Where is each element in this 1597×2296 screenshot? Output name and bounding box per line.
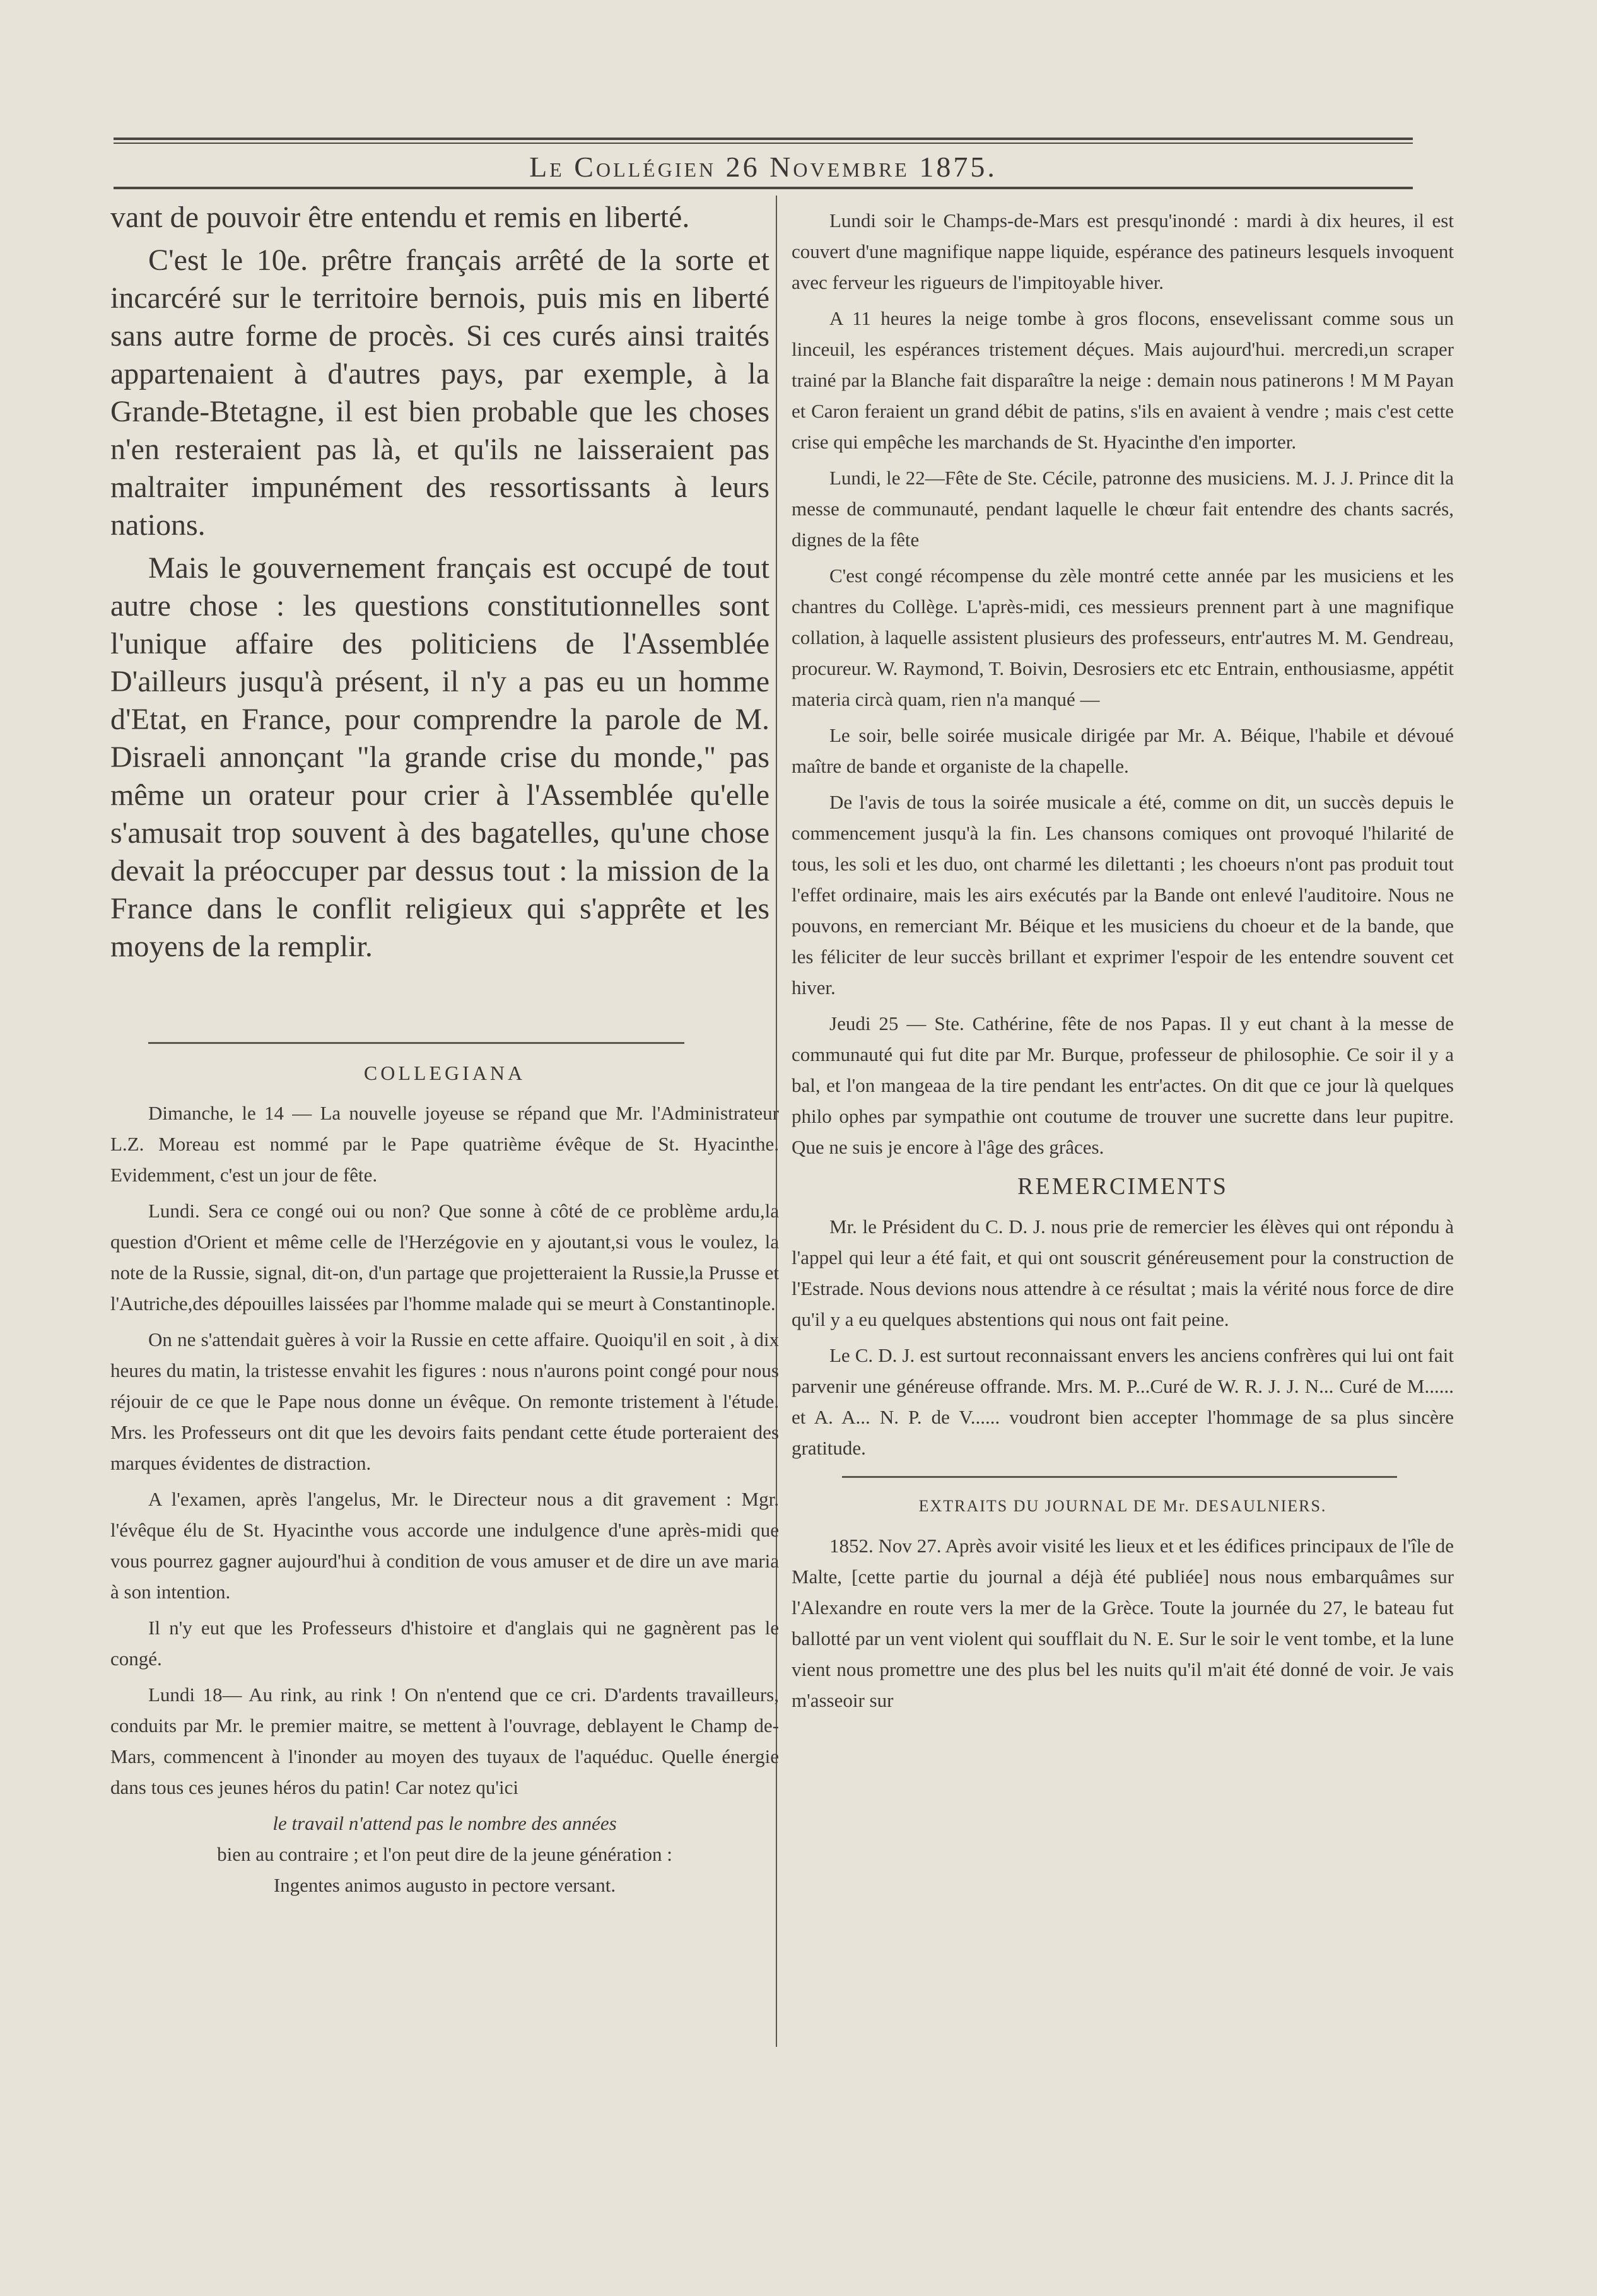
paragraph: Il n'y eut que les Professeurs d'histoire et d'anglais qui ne gagnèrent pas le congé. bbox=[110, 1617, 779, 1670]
section-heading: COLLEGIANA bbox=[363, 1062, 526, 1084]
paragraph: 1852. Nov 27. Après avoir visité les lieux et et les édifices principaux de l'île de Malte, [cette partie du journal a déjà été publiée] nous nous embarquâmes sur l'Alexandre en route vers la mer de la Grèce. Toute la journée du 27, le bateau fut ballotté par un vent violent qui soufflait du N. E. Sur le soir le vent tombe, et la lune vient nous promettre une des plus bel les nuits qu'il m'ait été donné de voir. Je vais m'asseoir sur bbox=[792, 1535, 1454, 1711]
top-rule bbox=[114, 138, 1413, 140]
column-right bbox=[792, 205, 1454, 1721]
paragraph: Jeudi 25 — Ste. Cathérine, fête de nos Papas. Il y eut chant à la messe de communauté qui fut dite par Mr. Burque, professeur de philosophie. Ce soir il y a bal, et l'on mangeaa de la tire pendant les entr'actes. On dit que ce jour là quelques philo ophes par sympathie ont coutume de trouver une sucrette dans leur pupitre. Que ne suis je encore à l'âge des grâces. bbox=[792, 1012, 1454, 1158]
column-left-top bbox=[110, 199, 769, 971]
masthead-rule bbox=[114, 187, 1413, 189]
paragraph: De l'avis de tous la soirée musicale a été, comme on dit, un succès depuis le commencement jusqu'à la fin. Les chansons comiques ont provoqué l'hilarité de tous, les soli et les duo, ont charmé les dilettanti ; les choeurs n'ont pas produit tout l'effet ordinaire, mais les airs exécutés par la Bande ont enlevé l'auditoire. Nous ne pouvons, en remerciant Mr. Béique et les musiciens du choeur et de la bande, que les féliciter de leur succès brillant et exprimer l'espoir de les entendre souvent cet hiver. bbox=[792, 791, 1454, 999]
verse-line: Ingentes animos augusto in pectore versant. bbox=[273, 1874, 616, 1896]
verse-line: bien au contraire ; et l'on peut dire de la jeune génération : bbox=[217, 1843, 672, 1865]
masthead: Le Collégien 26 Novembre 1875. bbox=[529, 151, 997, 183]
top-rule-thin bbox=[114, 143, 1413, 144]
paragraph: Lundi 18— Au rink, au rink ! On n'entend que ce cri. D'ardents travailleurs, conduits par Mr. le premier maitre, se mettent à l'ouvrage, deblayent le Champ de-Mars, commencent à l'inonder au moyen des tuyaux de l'aquéduc. Quelle énergie dans tous ces jeunes héros du patin! Car notez qu'ici bbox=[110, 1684, 779, 1798]
paragraph: Mais le gouvernement français est occupé de tout autre chose : les questions constitutionnelles sont l'unique affaire des politiciens de l'Assemblée D'ailleurs jusqu'à présent, il n'y a pas eu un homme d'Etat, en France, pour comprendre la parole de M. Disraeli annonçant "la grande crise du monde," pas même un orateur pour crier à l'Assemblée qu'elle s'amusait trop souvent à des bagatelles, qu'une chose devait la préoccuper par dessus tout : la mission de la France dans le conflit religieux qui s'apprête et les moyens de la remplir. bbox=[110, 551, 769, 963]
paragraph: Mr. le Président du C. D. J. nous prie de remercier les élèves qui ont répondu à l'appel qui leur a été fait, et qui ont souscrit généreusement pour la construction de l'Estrade. Nous devions nous attendre à ce résultat ; mais la vérité nous force de dire qu'il y a eu quelques abstentions qui nous ont fait peine. bbox=[792, 1215, 1454, 1330]
paragraph: vant de pouvoir être entendu et remis en liberté. bbox=[110, 201, 690, 234]
paragraph: Le C. D. J. est surtout reconnaissant envers les anciens confrères qui lui ont fait parvenir une généreuse offrande. Mrs. M. P...Curé de W. R. J. J. N... Curé de M...... et A. A... N. P. de V...... voudront bien accepter l'hommage de sa plus sincère gratitude. bbox=[792, 1344, 1454, 1459]
verse-line: le travail n'attend pas le nombre des années bbox=[272, 1812, 617, 1834]
paragraph: C'est le 10e. prêtre français arrêté de la sorte et incarcéré sur le territoire bernois, puis mis en liberté sans autre forme de procès. Si ces curés ainsi traités appartenaient à d'autres pays, par exemple, à la Grande-Btetagne, il est bien probable que les choses n'en resteraient pas là, et qu'ils ne laisseraient pas maltraiter impunément des ressortissants à leurs nations. bbox=[110, 243, 769, 542]
paragraph: C'est congé récompense du zèle montré cette année par les musiciens et les chantres du Collège. L'après-midi, ces messieurs prennent part à une magnifique collation, à laquelle assistent plusieurs des professeurs, entr'autres M. M. Gendreau, procureur. W. Raymond, T. Boivin, Desrosiers etc etc Entrain, enthousiasme, appétit materia circà quam, rien n'a manqué — bbox=[792, 565, 1454, 710]
paragraph: A 11 heures la neige tombe à gros flocons, ensevelissant comme sous un linceuil, les espérances tristement déçues. Mais aujourd'hui. mercredi,un scraper trainé par la Blanche fait disparaître la neige : demain nous patinerons ! M M Payan et Caron feraient un grand débit de patins, s'ils en avaient à vendre ; mais c'est cette crise qui empêche les marchands de St. Hyacinthe d'en importer. bbox=[792, 307, 1454, 453]
paragraph: Dimanche, le 14 — La nouvelle joyeuse se répand que Mr. l'Administrateur L.Z. Moreau est nommé par le Pape quatrième évêque de St. Hyacinthe. Evidemment, c'est un jour de fête. bbox=[110, 1102, 779, 1186]
paragraph: Lundi soir le Champs-de-Mars est presqu'inondé : mardi à dix heures, il est couvert d'une magnifique nappe liquide, espérance des patineurs lesquels invoquent avec ferveur les rigueurs de l'impitoyable hiver. bbox=[792, 209, 1454, 293]
paragraph: A l'examen, après l'angelus, Mr. le Directeur nous a dit gravement : Mgr. l'évêque élu de St. Hyacinthe vous accorde une indulgence d'une après-midi que vous pourrez gagner aujourd'hui à condition de vous amuser et de dire un ave maria à son intention. bbox=[110, 1488, 779, 1603]
column-left-bottom bbox=[110, 1028, 779, 1901]
paragraph: Lundi. Sera ce congé oui ou non? Que sonne à côté de ce problème ardu,la question d'Orient et même celle de l'Herzégovie en y ajoutant,si vous le voulez, la note de la Russie, signal, dit-on, d'un partage que projetteraient la Russie,la Prusse et l'Autriche,des dépouilles laissées par l'homme malade qui se meurt à Constantinople. bbox=[110, 1200, 779, 1315]
paragraph: Lundi, le 22—Fête de Ste. Cécile, patronne des musiciens. M. J. J. Prince dit la messe de communauté, pendant laquelle le chœur fait entendre des chants sacrés, dignes de la fête bbox=[792, 467, 1454, 551]
section-divider bbox=[842, 1476, 1397, 1478]
section-divider bbox=[148, 1042, 684, 1044]
section-heading: REMERCIMENTS bbox=[1017, 1173, 1228, 1200]
paragraph: Le soir, belle soirée musicale dirigée par Mr. A. Béique, l'habile et dévoué maître de bande et organiste de la chapelle. bbox=[792, 724, 1454, 777]
section-heading: EXTRAITS DU JOURNAL DE Mr. DESAULNIERS. bbox=[918, 1497, 1327, 1515]
paragraph: On ne s'attendait guères à voir la Russie en cette affaire. Quoiqu'il en soit , à dix heures du matin, la tristesse envahit les figures : nous n'aurons point congé pour nous réjouir de ce que le Pape nous donne un évêque. On remonte tristement à l'étude. Mrs. les Professeurs ont dit que les devoirs faits pendant cette étude porteraient des marques évidentes de distraction. bbox=[110, 1328, 779, 1474]
